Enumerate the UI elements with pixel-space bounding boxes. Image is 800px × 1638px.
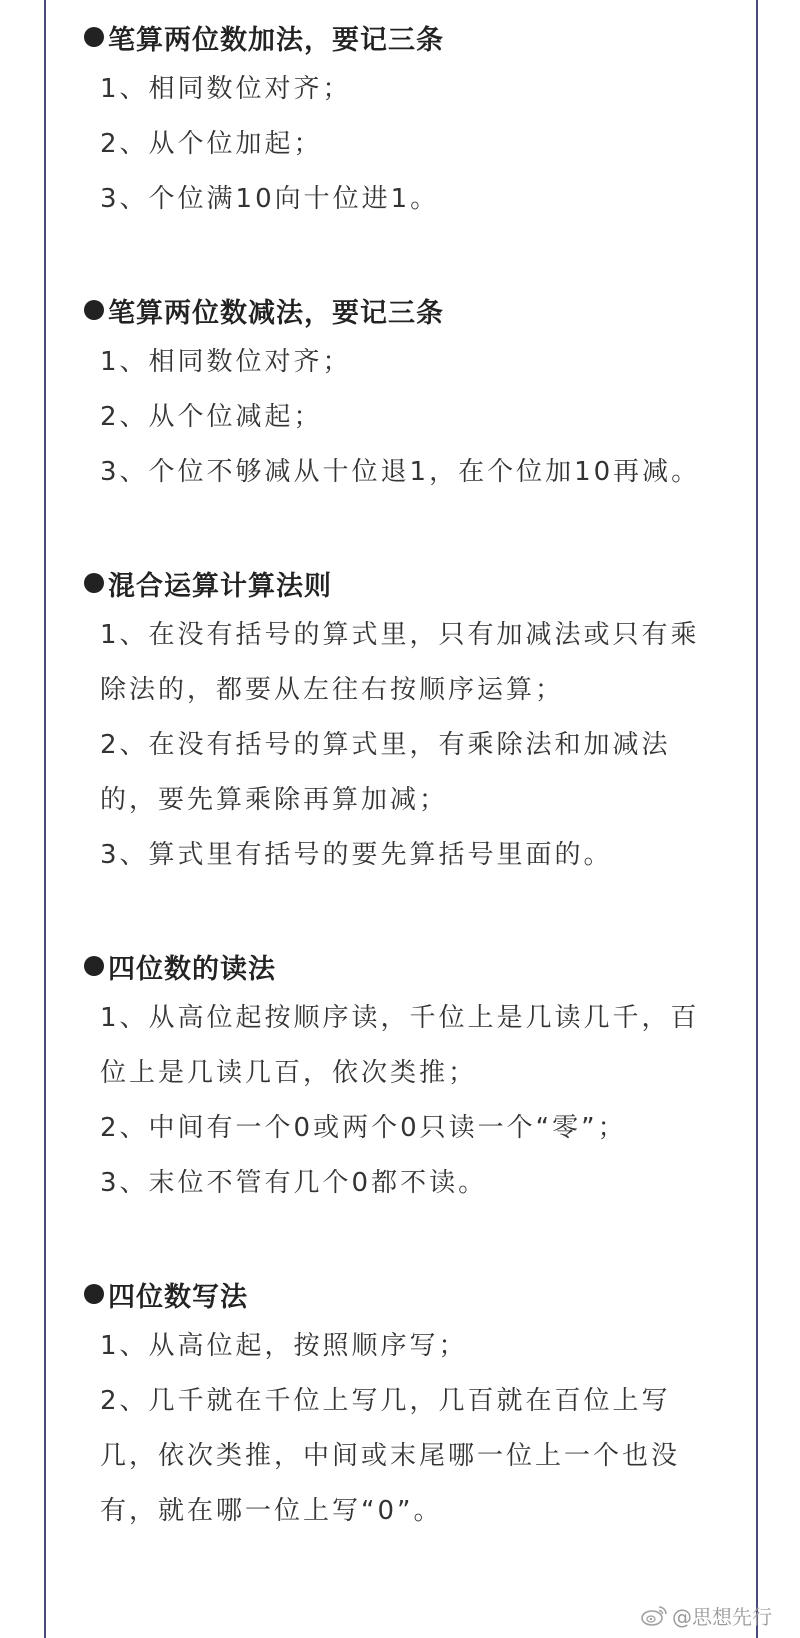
list-item: 2、在没有括号的算式里，有乘除法和加减法的，要先算乘除再算加减；: [100, 730, 671, 815]
bullet-icon: [84, 27, 104, 47]
list-item: 1、相同数位对齐；: [100, 347, 352, 377]
bullet-icon: [84, 573, 104, 593]
section-heading: [84, 1269, 704, 1319]
section-addition: [84, 12, 704, 227]
section-heading-text: 四位数的读法: [108, 953, 276, 985]
section-heading-text: 笔算两位数加法，要记三条: [108, 24, 444, 56]
section-heading: [84, 941, 704, 991]
list-item: 3、末位不管有几个0都不读。: [100, 1168, 488, 1198]
section-heading-text: 笔算两位数减法，要记三条: [108, 297, 444, 329]
list-item: 1、从高位起按顺序读，千位上是几读几千，百位上是几读几百，依次类推；: [100, 1003, 700, 1088]
bullet-icon: [84, 956, 104, 976]
bullet-icon: [84, 300, 104, 320]
weibo-icon: [640, 1604, 668, 1626]
section-writing-four-digit: [84, 1269, 704, 1539]
list-item: 2、几千就在千位上写几，几百就在百位上写几，依次类推，中间或末尾哪一位上一个也没有，就在哪一位上写“0”。: [100, 1386, 681, 1526]
section-heading-text: 四位数写法: [108, 1281, 248, 1313]
list-item: 3、个位不够减从十位退1，在个位加10再减。: [100, 457, 701, 487]
section-reading-four-digit: [84, 941, 704, 1211]
list-item: 1、在没有括号的算式里，只有加减法或只有乘除法的，都要从左往右按顺序运算；: [100, 620, 700, 705]
watermark: [640, 1600, 772, 1630]
list-item: 2、从个位减起；: [100, 402, 323, 432]
bullet-icon: [84, 1284, 104, 1304]
list-item: 3、算式里有括号的要先算括号里面的。: [100, 840, 613, 870]
section-mixed-operations: [84, 558, 704, 883]
list-item: 2、从个位加起；: [100, 129, 323, 159]
section-heading-text: 混合运算计算法则: [108, 570, 332, 602]
list-item: 1、从高位起，按照顺序写；: [100, 1331, 468, 1361]
section-heading: [84, 285, 704, 335]
section-heading: [84, 12, 704, 62]
content-column: [84, 12, 704, 1539]
section-subtraction: [84, 285, 704, 500]
watermark-text: @思想先行: [672, 1604, 772, 1629]
list-item: 2、中间有一个0或两个0只读一个“零”；: [100, 1113, 627, 1143]
right-border-line: [756, 0, 758, 1638]
left-border-line: [44, 0, 46, 1638]
list-item: 1、相同数位对齐；: [100, 74, 352, 104]
section-heading: [84, 558, 704, 608]
list-item: 3、个位满10向十位进1。: [100, 184, 440, 214]
